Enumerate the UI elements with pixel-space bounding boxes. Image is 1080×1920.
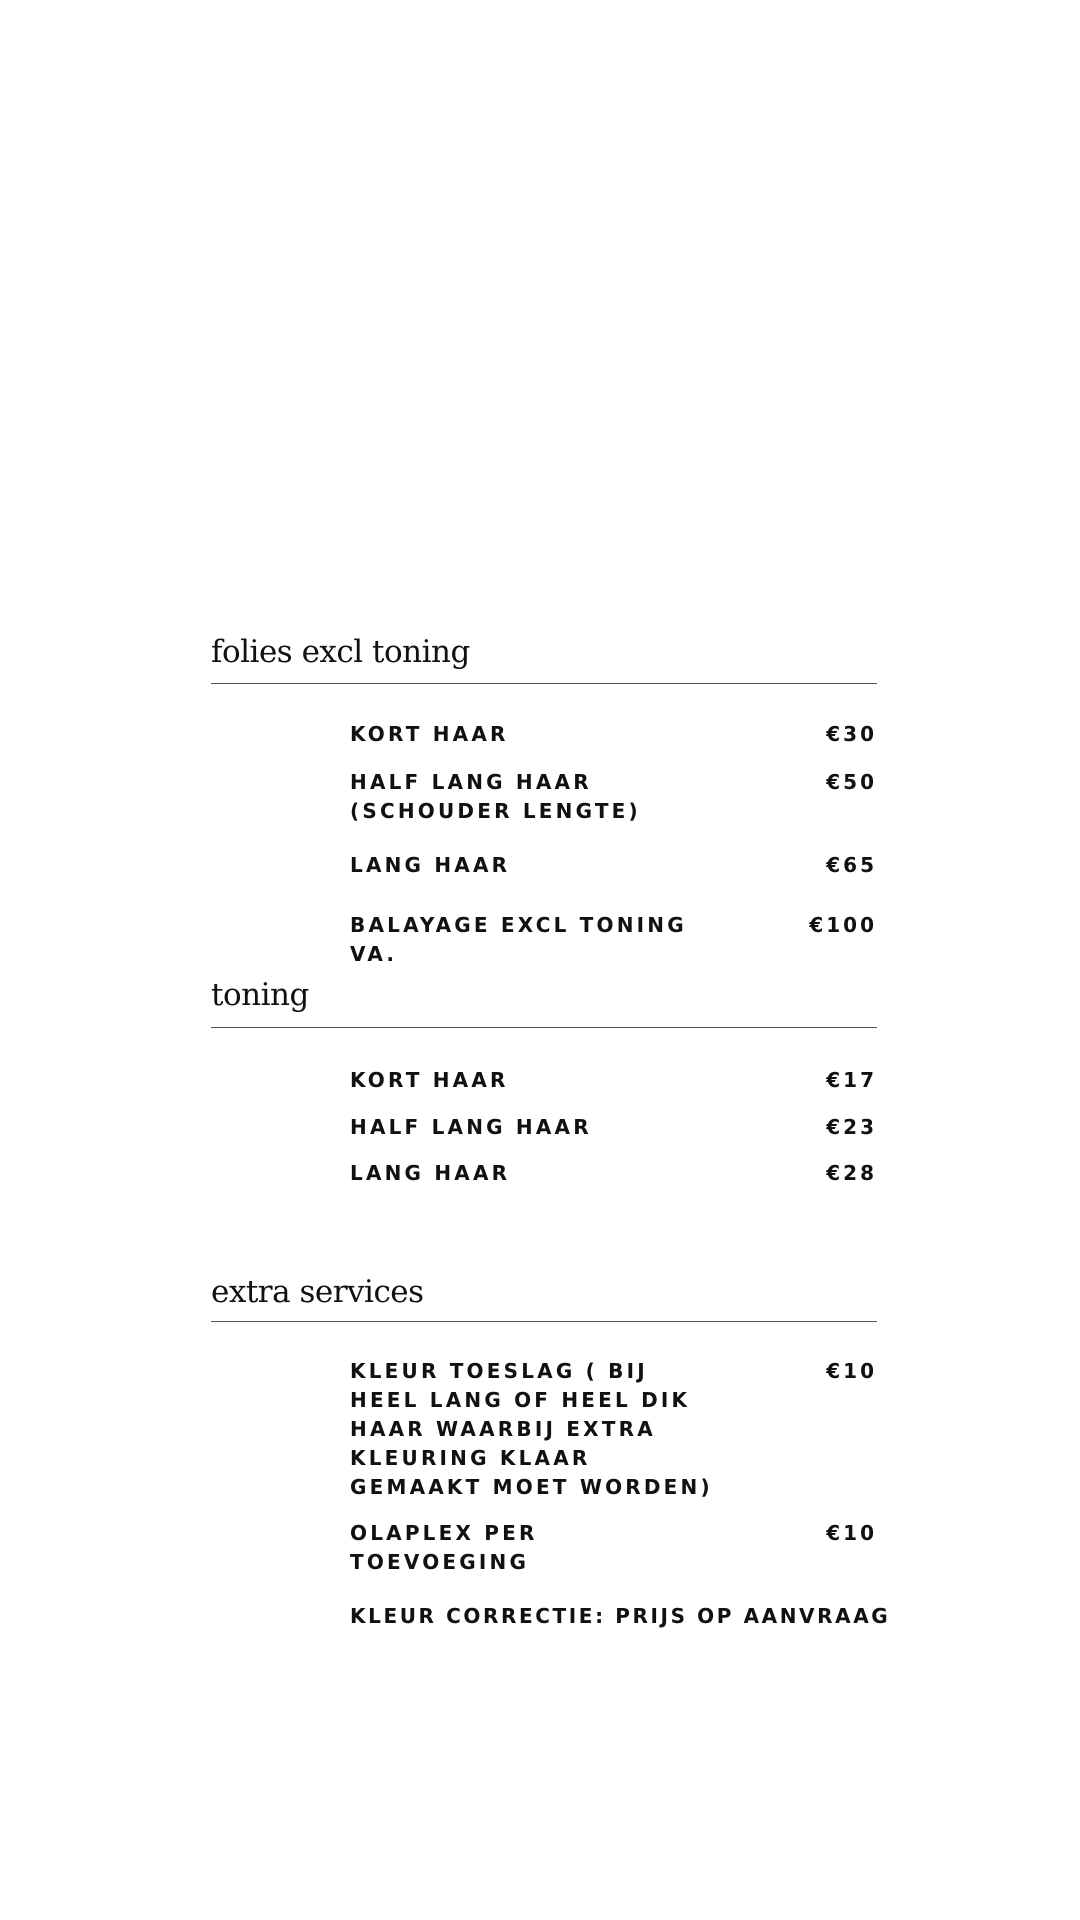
service-name-line: BALAYAGE EXCL TONING: [350, 913, 687, 937]
service-name-line: HALF LANG HAAR: [350, 770, 592, 794]
section-divider: [211, 1027, 877, 1028]
service-name-line: KLEUR TOESLAG ( BIJ: [350, 1359, 648, 1383]
service-name-balayage: [350, 911, 687, 969]
section-divider: [211, 1321, 877, 1322]
service-price: €10: [826, 1521, 877, 1545]
service-name-line: KORT HAAR: [350, 722, 509, 746]
service-name-line: KORT HAAR: [350, 1068, 509, 1092]
service-name-kleur-toeslag: [350, 1357, 713, 1502]
service-name-lang-haar: [350, 1159, 510, 1188]
service-name-lang-haar: [350, 851, 510, 880]
service-name-half-lang-haar: [350, 768, 641, 826]
service-name-kort-haar: [350, 1066, 509, 1095]
service-price: €65: [826, 853, 877, 877]
service-price: €100: [809, 913, 877, 937]
service-name-line: (SCHOUDER LENGTE): [350, 799, 641, 823]
service-name-line: HALF LANG HAAR: [350, 1115, 592, 1139]
service-name-line: GEMAAKT MOET WORDEN): [350, 1475, 713, 1499]
service-name-line: HEEL LANG OF HEEL DIK: [350, 1388, 691, 1412]
service-price: €10: [826, 1359, 877, 1383]
service-name-half-lang-haar: [350, 1113, 592, 1142]
service-name-line: HAAR WAARBIJ EXTRA: [350, 1417, 656, 1441]
section-divider: [211, 683, 877, 684]
service-name-olaplex: [350, 1519, 538, 1577]
service-price: €17: [826, 1068, 877, 1092]
section-title-extra-services: extra services: [211, 1274, 424, 1310]
service-price: €23: [826, 1115, 877, 1139]
service-name-kleur-correctie: [350, 1602, 890, 1631]
service-name-line: LANG HAAR: [350, 853, 511, 877]
service-name-line: VA.: [350, 942, 398, 966]
section-title-toning: toning: [211, 977, 309, 1013]
service-name-line: KLEURING KLAAR: [350, 1446, 591, 1470]
service-name-line: TOEVOEGING: [350, 1550, 530, 1574]
section-title-folies: folies excl toning: [211, 634, 470, 670]
service-name-line: OLAPLEX PER: [350, 1521, 538, 1545]
service-price: €50: [826, 770, 877, 794]
service-name-line: LANG HAAR: [350, 1161, 511, 1185]
service-name-line: KLEUR CORRECTIE: PRIJS OP AANVRAAG: [350, 1604, 891, 1628]
service-price: €30: [826, 722, 877, 746]
service-price: €28: [826, 1161, 877, 1185]
service-name-kort-haar: [350, 720, 509, 749]
